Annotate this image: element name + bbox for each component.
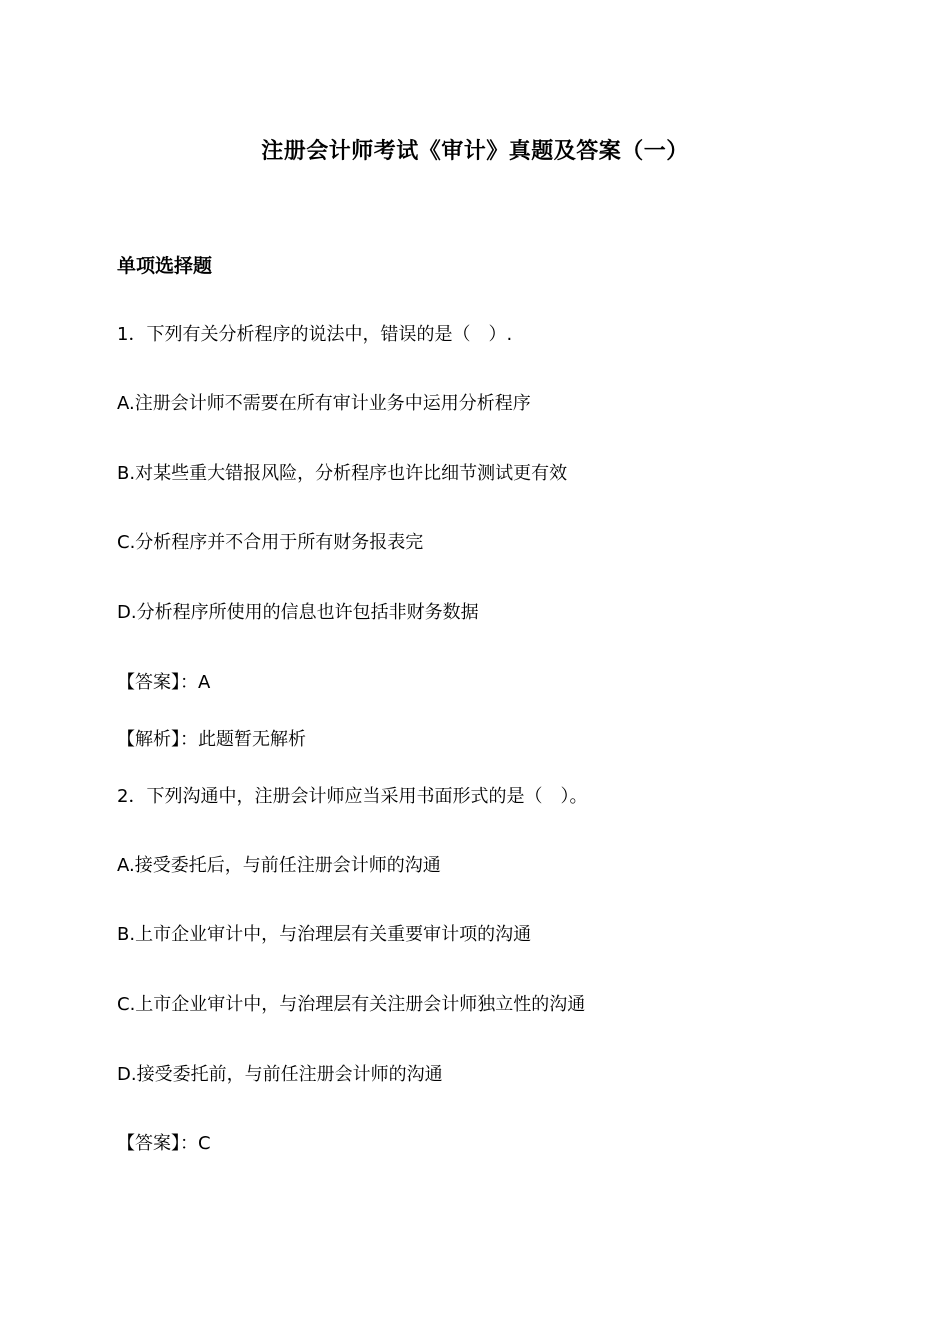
question-1-stem: 1．下列有关分析程序的说法中，错误的是（ ）.: [117, 324, 513, 345]
question-1-option-d: D.分析程序所使用的信息也许包括非财务数据: [117, 602, 479, 623]
question-2-option-c: C.上市企业审计中，与治理层有关注册会计师独立性的沟通: [117, 994, 586, 1015]
question-2-option-d: D.接受委托前，与前任注册会计师的沟通: [117, 1064, 443, 1085]
question-2-stem: 2．下列沟通中，注册会计师应当采用书面形式的是（ ）。: [117, 786, 588, 807]
question-1-option-a: A.注册会计师不需要在所有审计业务中运用分析程序: [117, 393, 531, 414]
question-1-option-b: B.对某些重大错报风险，分析程序也许比细节测试更有效: [117, 463, 568, 484]
section-heading: 单项选择题: [117, 255, 213, 277]
question-1-option-c: C.分析程序并不合用于所有财务报表完: [117, 532, 424, 553]
document-title: 注册会计师考试《审计》真题及答案（一）: [261, 139, 689, 164]
question-2-option-b: B.上市企业审计中，与治理层有关重要审计项的沟通: [117, 924, 532, 945]
question-2-option-a: A.接受委托后，与前任注册会计师的沟通: [117, 855, 441, 876]
question-1-analysis: 【解析】：此题暂无解析: [117, 729, 306, 750]
question-2-answer: 【答案】：C: [117, 1133, 211, 1154]
question-1-answer: 【答案】：A: [117, 672, 211, 693]
